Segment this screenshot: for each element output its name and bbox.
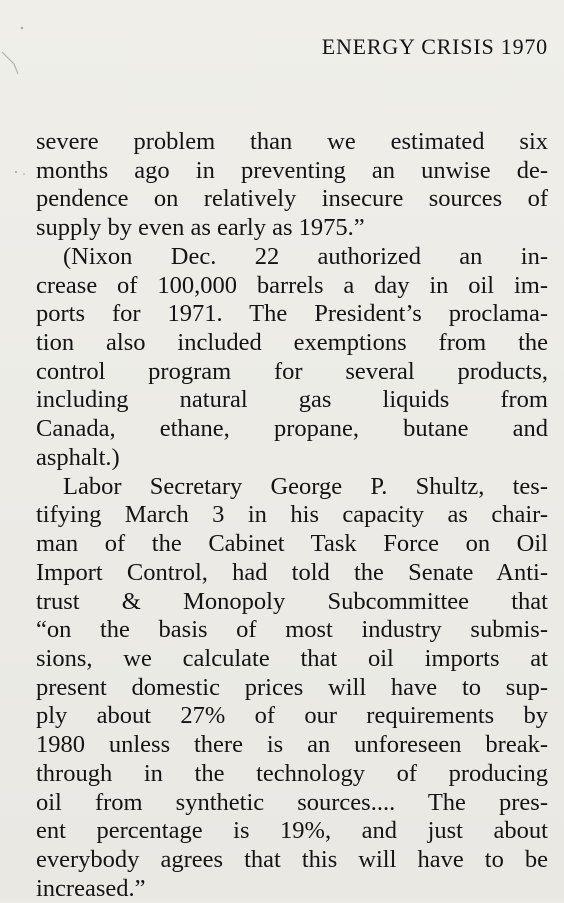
text-line: severe problem than we estimated six bbox=[36, 128, 548, 155]
text-line: present domestic prices will have to sup- bbox=[36, 673, 548, 701]
text-line: 1980 unless there is an unforeseen break- bbox=[36, 731, 548, 759]
text-line: ent percentage is 19%, and just about bbox=[36, 817, 548, 845]
text-line: Canada, ethane, propane, butane and bbox=[36, 415, 548, 443]
text-line: “on the basis of most industry submis- bbox=[36, 616, 548, 644]
text-line: crease of 100,000 barrels a day in oil im- bbox=[36, 271, 548, 299]
text-line: tifying March 3 in his capacity as chair- bbox=[36, 501, 548, 529]
running-head: ENERGY CRISIS 1970 bbox=[321, 34, 548, 59]
text-line: including natural gas liquids from bbox=[36, 386, 548, 414]
body-text bbox=[36, 128, 548, 903]
text-line: oil from synthetic sources.... The pres- bbox=[36, 788, 548, 816]
text-line: trust & Monopoly Subcommittee that bbox=[36, 587, 548, 615]
text-line: ply about 27% of our requirements by bbox=[36, 702, 548, 730]
text-line: sions, we calculate that oil imports at bbox=[36, 644, 548, 672]
text-line: control program for several products, bbox=[36, 357, 548, 385]
text-line: increased.” bbox=[36, 874, 146, 902]
text-line: everybody agrees that this will have to be bbox=[36, 845, 548, 873]
text-line: Labor Secretary George P. Shultz, tes- bbox=[63, 472, 548, 500]
text-line: supply by even as early as 1975.” bbox=[36, 214, 365, 242]
text-line: through in the technology of producing bbox=[36, 759, 548, 787]
text-line: tion also included exemptions from the bbox=[36, 329, 548, 357]
text-line: ports for 1971. The President’s proclama- bbox=[36, 300, 548, 328]
text-line: months ago in preventing an unwise de- bbox=[36, 156, 548, 184]
text-line: Import Control, had told the Senate Anti- bbox=[36, 558, 548, 586]
text-line: pendence on relatively insecure sources of bbox=[36, 185, 548, 213]
text-line: asphalt.) bbox=[36, 443, 120, 471]
text-line: man of the Cabinet Task Force on Oil bbox=[36, 530, 548, 558]
text-line: (Nixon Dec. 22 authorized an in- bbox=[63, 242, 548, 270]
